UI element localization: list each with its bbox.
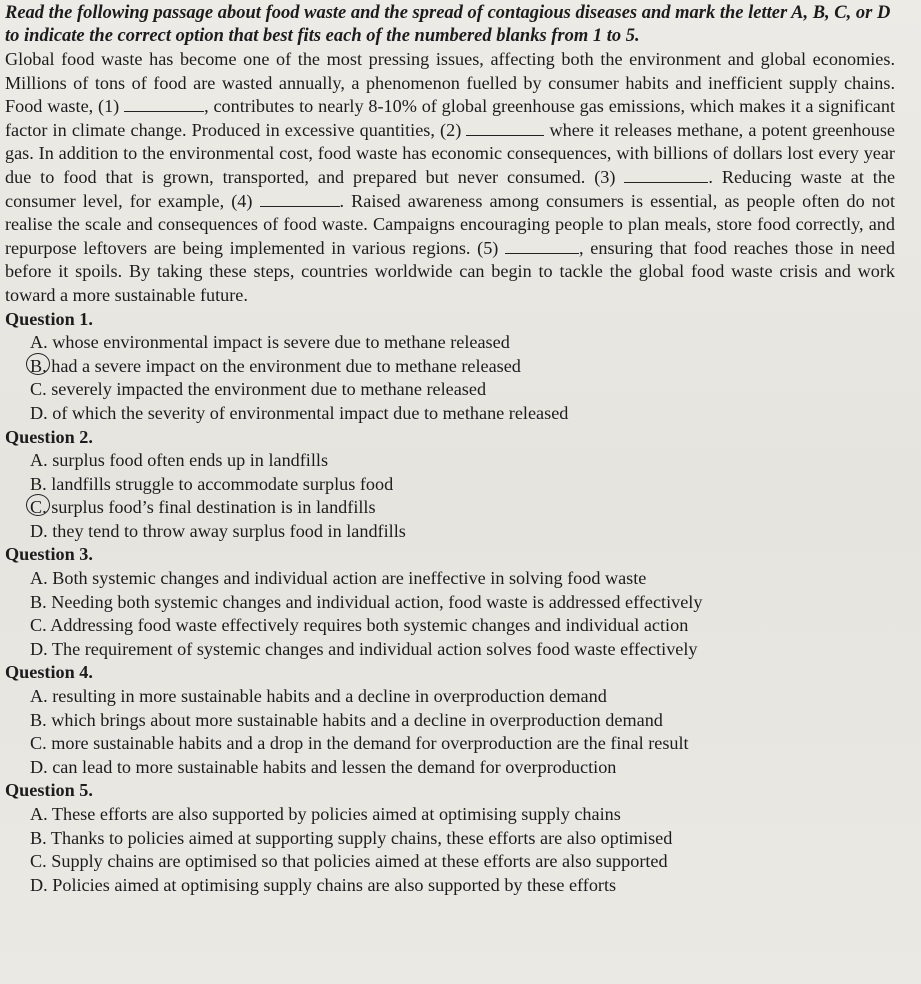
passage-text: Global food waste has become one of the most pressing issues, affecting both the environment and global economies. Millions of tons of food are wasted annually, a phenomenon fuelled by consumer habits and inefficient supply chains. Food waste, — [5, 49, 895, 117]
option-letter-circled: C. — [30, 496, 47, 520]
option-letter: D. — [30, 756, 48, 777]
option-text: had a severe impact on the environment due to methane released — [46, 355, 521, 376]
question-title: Question 3. — [5, 544, 93, 565]
option-c[interactable] — [5, 850, 895, 874]
option-letter: D. — [30, 402, 48, 423]
option-letter: A. — [30, 450, 48, 471]
option-text: resulting in more sustainable habits and a decline in overproduction demand — [47, 686, 607, 707]
question-4 — [5, 661, 895, 779]
question-3 — [5, 543, 895, 661]
blank-number-3: (3) — [594, 166, 616, 187]
blank-number-5: (5) — [477, 237, 499, 258]
option-letter: C. — [30, 379, 47, 400]
reading-passage — [5, 48, 895, 308]
option-text: of which the severity of environmental impact due to methane released — [47, 402, 569, 423]
option-d[interactable] — [5, 638, 895, 662]
option-b[interactable] — [5, 709, 895, 733]
option-text: These efforts are also supported by policies aimed at optimising supply chains — [47, 804, 621, 824]
question-title: Question 1. — [5, 308, 93, 329]
option-d[interactable] — [5, 402, 895, 426]
option-d[interactable] — [5, 874, 895, 898]
option-text: Supply chains are optimised so that policies aimed at these efforts are also supported — [46, 851, 668, 872]
option-text: which brings about more sustainable habits and a decline in overproduction demand — [46, 709, 663, 730]
option-text: they tend to throw away surplus food in landfills — [47, 520, 406, 541]
option-letter: D. — [30, 520, 48, 541]
option-a[interactable] — [5, 331, 895, 355]
option-a[interactable] — [5, 567, 895, 591]
question-title: Question 2. — [5, 426, 93, 447]
passage-text: . Raised awareness among consumers is essential, as people often do not realise the scale and consequences of food waste. Campaigns encouraging people to plan meals, store food correctly, and repurpose leftovers are being implemented in various regions. — [5, 190, 896, 258]
option-letter: B. — [30, 591, 47, 612]
question-1 — [5, 308, 895, 426]
option-text: Both systemic changes and individual action are ineffective in solving food waste — [47, 568, 647, 589]
option-text: The requirement of systemic changes and individual action solves food waste effectively — [47, 638, 698, 659]
blank-5 — [505, 239, 579, 254]
option-b[interactable] — [5, 355, 895, 379]
option-letter: C. — [30, 851, 47, 872]
option-b[interactable] — [5, 591, 895, 615]
option-c[interactable] — [5, 614, 895, 638]
option-letter: B. — [30, 473, 47, 494]
question-title: Question 5. — [5, 780, 93, 801]
option-text: severely impacted the environment due to methane released — [46, 379, 487, 400]
passage-text: . Reducing waste at the consumer level, for example, — [5, 166, 896, 211]
option-c[interactable] — [5, 732, 895, 756]
instructions: Read the following passage about food waste and the spread of contagious diseases and mark the letter A, B, C, or D to indicate the correct option that best fits each of the numbered blanks from 1 to 5. — [5, 3, 891, 46]
option-c[interactable] — [5, 496, 895, 520]
blank-number-1: (1) — [98, 96, 120, 117]
option-text: Thanks to policies aimed at supporting supply chains, these efforts are also optimised — [46, 827, 673, 848]
option-text: Needing both systemic changes and individual action, food waste is addressed effectively — [46, 591, 703, 612]
option-letter-circled: B. — [30, 355, 47, 379]
option-b[interactable] — [5, 473, 895, 497]
blank-1 — [124, 97, 204, 112]
option-letter: A. — [30, 332, 48, 353]
option-a[interactable] — [5, 685, 895, 709]
option-letter: D. — [30, 874, 48, 895]
option-text: can lead to more sustainable habits and lessen the demand for overproduction — [47, 756, 617, 777]
blank-number-2: (2) — [440, 119, 462, 140]
passage-text: , contributes to nearly 8-10% of global greenhouse gas emissions, which makes it a significant factor in climate change. Produced in excessive quantities, — [5, 96, 896, 140]
option-letter: A. — [30, 804, 48, 824]
option-letter: B. — [30, 709, 47, 730]
passage-text: where it releases methane, a potent greenhouse gas. In addition to the environmental cost, food waste has economic consequences, with billions of dollars lost every year due to food that is grown, transported, and prepared but never consumed. — [5, 119, 895, 187]
option-letter: C. — [30, 733, 47, 754]
option-letter: A. — [30, 686, 48, 707]
option-letter: B. — [30, 827, 47, 848]
question-5 — [5, 779, 895, 897]
blank-3 — [624, 168, 708, 183]
option-text: surplus food often ends up in landfills — [47, 450, 329, 471]
blank-2 — [466, 121, 544, 136]
option-letter: D. — [30, 638, 48, 659]
option-letter: A. — [30, 568, 48, 589]
question-title: Question 4. — [5, 662, 93, 683]
blank-4 — [260, 192, 340, 207]
option-text: Policies aimed at optimising supply chains are also supported by these efforts — [47, 874, 617, 895]
option-text: Addressing food waste effectively requires both systemic changes and individual action — [46, 615, 689, 636]
option-a[interactable] — [5, 449, 895, 473]
option-a[interactable] — [5, 803, 895, 827]
option-d[interactable] — [5, 520, 895, 544]
option-text: whose environmental impact is severe due to methane released — [47, 332, 510, 353]
question-2 — [5, 426, 895, 544]
option-d[interactable] — [5, 756, 895, 780]
option-text: more sustainable habits and a drop in the demand for overproduction are the final result — [46, 733, 689, 754]
option-letter: C. — [30, 615, 47, 636]
option-c[interactable] — [5, 378, 895, 402]
passage-text: , ensuring that food reaches those in need before it spoils. By taking these steps, countries worldwide can begin to tackle the global food waste crisis and work toward a more sustainable future. — [5, 237, 895, 305]
option-text: surplus food’s final destination is in landfills — [46, 497, 376, 518]
option-b[interactable] — [5, 827, 895, 851]
option-text: landfills struggle to accommodate surplus food — [46, 473, 394, 494]
blank-number-4: (4) — [231, 190, 253, 211]
